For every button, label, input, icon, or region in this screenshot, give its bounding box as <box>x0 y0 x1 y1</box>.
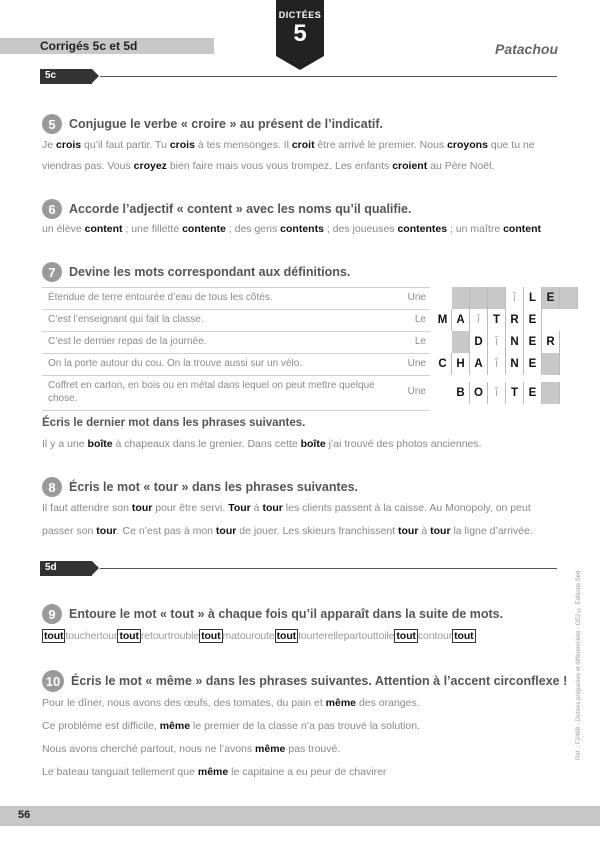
crossword-cell <box>542 382 560 404</box>
crossword-cell: î <box>470 309 488 331</box>
circled-word: tout <box>276 630 297 642</box>
crossword-row <box>434 353 560 375</box>
answer-line <box>42 139 535 151</box>
question-7 <box>42 262 350 282</box>
answer-word: tour <box>215 525 237 537</box>
crossword-row <box>452 382 560 404</box>
answer-text: que tu ne <box>487 139 535 151</box>
crossword-cell: E <box>524 331 542 353</box>
answer-text: être arrivé le premier. Nous <box>314 139 448 151</box>
question-9 <box>42 604 503 624</box>
answer-text: Il faut attendre son <box>42 502 132 514</box>
answer-line <box>42 743 340 755</box>
question-5 <box>42 114 383 134</box>
question-number: 8 <box>42 477 62 497</box>
crossword-cell: î <box>488 331 506 353</box>
word-run: tourterellepartouttoile <box>298 630 395 642</box>
answer-text: à <box>418 525 431 537</box>
crossword-cell: D <box>470 331 488 353</box>
answer-text: le premier de la classe n’a pas trouvé la solution. <box>190 720 421 732</box>
answer-text: Nous avons cherché partout, nous ne l’avons <box>42 743 256 755</box>
question-6 <box>42 199 411 219</box>
definition-row: On la porte autour du cou. On la trouve aussi sur un vélo. Une <box>42 353 430 375</box>
answer-text: qu’il faut partir. Tu <box>81 139 170 151</box>
question-title: Entoure le mot « tout » à chaque fois qu’il apparaît dans la suite de mots. <box>69 607 504 621</box>
crossword-cell: A <box>470 353 488 375</box>
header-title: Corrigés 5c et 5d <box>40 39 138 53</box>
answer-word: tour <box>430 525 451 537</box>
answer-word: boîte <box>300 438 326 450</box>
answer-word: tour <box>398 525 419 537</box>
answer-line <box>42 525 533 537</box>
section-divider <box>100 568 557 569</box>
answer-text: le capitaine a eu peur de chavirer <box>228 766 387 778</box>
answer-text: à chapeaux dans le grenier. Dans cette <box>112 438 301 450</box>
brand-name: Patachou <box>494 41 558 57</box>
crossword-cell: N <box>506 331 524 353</box>
crossword-cell: C <box>434 353 452 375</box>
answer-word: croyez <box>133 160 167 172</box>
answer-word: crois <box>56 139 82 151</box>
dictees-badge <box>276 0 324 70</box>
crossword-cell: A <box>452 309 470 331</box>
answer-text: la ligne d’arrivée. <box>450 525 533 537</box>
crossword-row <box>452 287 578 309</box>
answer-text: au Père Noël. <box>427 160 495 172</box>
word-sequence <box>42 630 476 642</box>
question-title: Devine les mots correspondant aux définitions. <box>69 265 351 279</box>
question-title: Accorde l’adjectif « content » avec les noms qu’il qualifie. <box>69 202 412 216</box>
answer-word: content <box>503 223 542 235</box>
crossword-cell <box>452 331 470 353</box>
crossword-cell: N <box>506 353 524 375</box>
badge-number: 5 <box>293 20 307 47</box>
answer-text: passer son <box>42 525 97 537</box>
answer-text: . Ce n’est pas à mon <box>116 525 216 537</box>
answer-text: de jouer. Les skieurs franchissent <box>236 525 399 537</box>
answer-text: Pour le dîner, nous avons des œufs, des tomates, du pain et <box>42 697 326 709</box>
question-8 <box>42 477 358 497</box>
answer-text: ; une fillette <box>122 223 183 235</box>
answer-text: les clients passent à la caisse. Au Monopoly, on peut <box>282 502 531 514</box>
section-divider <box>100 76 557 77</box>
crossword-cell: E <box>524 353 542 375</box>
question-number: 6 <box>42 199 62 219</box>
crossword-cell <box>452 287 470 309</box>
answer-text: un élève <box>42 223 85 235</box>
answer-text: ; un maître <box>447 223 504 235</box>
answer-word: Tour <box>228 502 251 514</box>
crossword-cell <box>542 353 560 375</box>
crossword-cell: T <box>506 382 524 404</box>
answer-text: Je <box>42 139 57 151</box>
badge-label: DICTÉES <box>278 10 322 20</box>
word-run: contour <box>417 630 453 642</box>
answer-text: ; des joueuses <box>323 223 398 235</box>
answer-line <box>42 223 541 235</box>
crossword-cell: î <box>506 287 524 309</box>
crossword-cell: B <box>452 382 470 404</box>
crossword-cell: E <box>524 309 542 331</box>
circled-word: tout <box>454 630 474 642</box>
answer-text: pour être servi. <box>152 502 229 514</box>
word-run: retourtrouble <box>140 630 200 642</box>
crossword-cell: E <box>542 287 560 309</box>
crossword-cell: O <box>470 382 488 404</box>
section-label-5d: 5d <box>40 561 98 576</box>
answer-text: pas trouvé. <box>285 743 341 755</box>
definition-row: C’est le dernier repas de la journée. Le <box>42 331 430 353</box>
answer-line <box>42 502 531 514</box>
answer-word: tour <box>96 525 117 537</box>
question-number: 9 <box>42 604 62 624</box>
crossword-cell <box>560 287 578 309</box>
answer-word: même <box>159 720 191 732</box>
answer-line <box>42 160 494 172</box>
definition-row: Coffret en carton, en bois ou en métal dans lequel on peut mettre quelque chose. Une <box>42 375 430 411</box>
crossword-cell: R <box>542 331 560 353</box>
question-title: Écris le mot « même » dans les phrases suivantes. Attention à l’accent circonflexe ! <box>71 674 568 688</box>
answer-text: ; des gens <box>225 223 281 235</box>
question-title: Conjugue le verbe « croire » au présent de l’indicatif. <box>69 117 383 131</box>
answer-word: crois <box>169 139 195 151</box>
answer-line <box>42 697 420 709</box>
subquestion: Écris le dernier mot dans les phrases suivantes. <box>42 417 306 429</box>
crossword-row <box>434 309 542 331</box>
circled-word: tout <box>201 630 221 642</box>
definition-row: C’est l’enseignant qui fait la classe. Le <box>42 309 430 331</box>
crossword-cell: L <box>524 287 542 309</box>
answer-text: Il y a une <box>42 438 88 450</box>
question-10 <box>42 670 567 692</box>
answer-word: croit <box>291 139 315 151</box>
answer-line <box>42 438 482 450</box>
answer-word: croyons <box>447 139 488 151</box>
crossword-row <box>452 331 560 353</box>
answer-word: content <box>84 223 123 235</box>
answer-text: Le bateau tanguait tellement que <box>42 766 198 778</box>
circled-word: tout <box>119 630 139 642</box>
header-bar <box>0 38 214 54</box>
crossword-cell <box>488 287 506 309</box>
question-title: Écris le mot « tour » dans les phrases suivantes. <box>69 480 359 494</box>
answer-word: croient <box>392 160 428 172</box>
answer-line <box>42 720 420 732</box>
answer-text: à tes mensonges. Il <box>194 139 292 151</box>
crossword-cell: î <box>488 382 506 404</box>
answer-text: bien faire mais vous vous trompez. Les enfants <box>166 160 393 172</box>
answer-word: contente <box>182 223 226 235</box>
crossword-cell: E <box>524 382 542 404</box>
answer-word: même <box>325 697 357 709</box>
answer-word: tour <box>262 502 283 514</box>
section-label-5c: 5c <box>40 69 98 84</box>
crossword-cell: R <box>506 309 524 331</box>
question-number: 7 <box>42 262 62 282</box>
answer-word: même <box>255 743 286 755</box>
word-run: matouroute <box>222 630 275 642</box>
circled-word: tout <box>44 630 64 642</box>
question-number: 5 <box>42 114 62 134</box>
answer-text: Ce problème est difficile, <box>42 720 160 732</box>
definition-row: Étendue de terre entourée d’eau de tous les côtés. Une <box>42 287 430 309</box>
answer-word: tour <box>131 502 153 514</box>
crossword-cell: H <box>452 353 470 375</box>
answer-word: contents <box>280 223 324 235</box>
circled-word: tout <box>396 630 416 642</box>
crossword-cell: T <box>488 309 506 331</box>
question-number: 10 <box>42 670 64 692</box>
footer-bar <box>0 806 600 826</box>
crossword-cell: î <box>488 353 506 375</box>
crossword-cell: M <box>434 309 452 331</box>
answer-text: à <box>250 502 263 514</box>
answer-line <box>42 766 386 778</box>
answer-word: contentes <box>397 223 448 235</box>
side-reference: Réf. : F2468 - Dictées préparées et différenciées - CE2 © Éditions Sed <box>576 570 582 760</box>
word-run: touchertour <box>65 630 118 642</box>
page-number: 56 <box>18 809 31 821</box>
answer-word: boîte <box>87 438 113 450</box>
answer-text: viendras pas. Vous <box>42 160 134 172</box>
answer-word: même <box>197 766 229 778</box>
crossword-cell <box>470 287 488 309</box>
answer-text: des oranges. <box>356 697 420 709</box>
answer-text: j’ai trouvé des photos anciennes. <box>325 438 482 450</box>
